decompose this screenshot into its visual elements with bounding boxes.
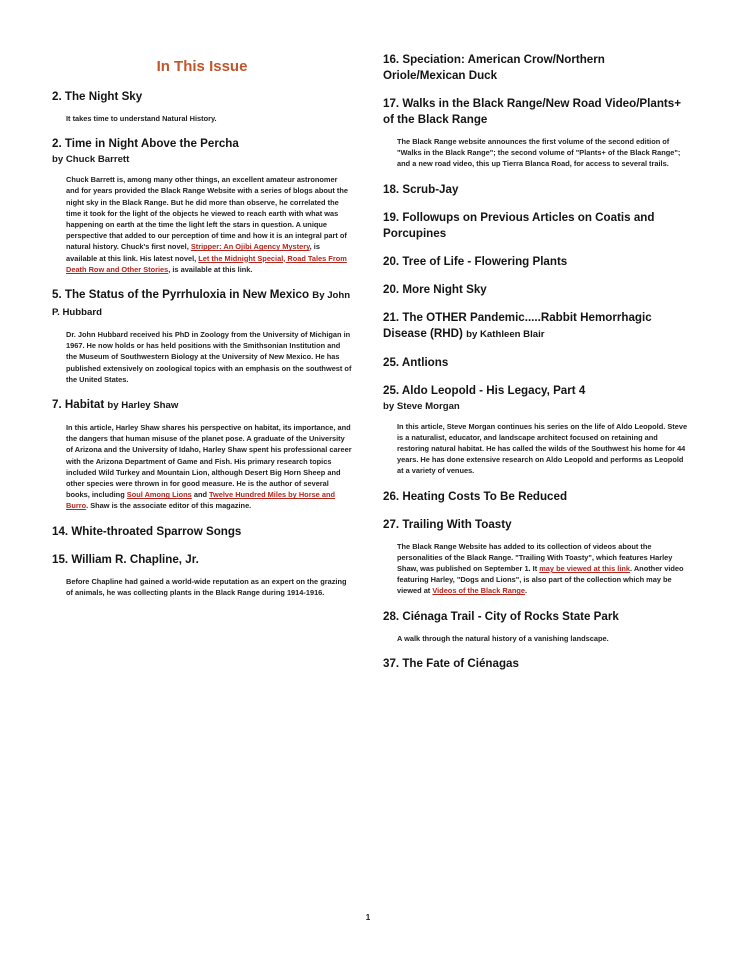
entry-title[interactable]	[383, 310, 689, 343]
entry-description	[397, 421, 689, 477]
toc-entry	[383, 254, 689, 270]
description-text: A walk through the natural history of a vanishing landscape.	[397, 633, 609, 643]
entry-title-text[interactable]: 17. Walks in the Black Range/New Road Video/Plants+ of the Black Range	[383, 97, 681, 126]
entry-title-text[interactable]: 7. Habitat	[52, 398, 105, 412]
entry-byline: by Steve Morgan	[383, 400, 460, 412]
entry-title-text[interactable]: 28. Ciénaga Trail - City of Rocks State Park	[383, 609, 619, 623]
article-link[interactable]: Twelve Hundred Miles by Horse and Burro	[66, 490, 335, 511]
entry-title[interactable]	[383, 355, 689, 371]
entry-title[interactable]	[383, 609, 689, 625]
description-text: .	[525, 586, 528, 596]
entry-title[interactable]	[383, 96, 689, 128]
entry-description	[397, 541, 689, 597]
entry-description	[66, 422, 352, 512]
entry-title-text[interactable]: 15. William R. Chapline, Jr.	[52, 552, 199, 566]
entry-title-text[interactable]: 2. Time in Night Above the Percha	[52, 137, 239, 151]
toc-entry	[383, 489, 689, 505]
entry-title[interactable]	[383, 489, 689, 505]
entry-title[interactable]	[52, 287, 352, 321]
masthead-title: In This Issue	[156, 58, 248, 75]
article-link[interactable]: Soul Among Lions	[126, 490, 192, 500]
entry-title-text[interactable]: 27. Trailing With Toasty	[383, 517, 512, 531]
entry-title-text[interactable]: 19. Followups on Previous Articles on Coatis and Porcupines	[383, 210, 655, 240]
entry-title-text[interactable]: 25. Antlions	[383, 355, 449, 369]
entry-title[interactable]	[52, 552, 352, 568]
entry-title-text[interactable]: 20. More Night Sky	[383, 282, 487, 296]
entry-description	[397, 633, 689, 644]
toc-entry	[52, 136, 352, 275]
toc-entry	[52, 89, 352, 124]
toc-entry	[383, 282, 689, 298]
description-text: Chuck Barrett is, among many other things, an excellent amateur astronomer and for years provided the Black Range Website with a series of blogs about the night sky in the Black Range. But he did more than observe, he correlated the time it took for the light of the objects he viewed to reach earth with what was happening on earth at the time the light left the stars in question. A unique perspective that added to our perception of time and how it is an integral part of natural history. Chuck's first novel,	[66, 175, 349, 252]
description-text: , is available at this link.	[168, 264, 253, 274]
toc-entry	[52, 552, 352, 598]
entry-title[interactable]	[383, 517, 689, 533]
entry-title-text[interactable]: 16. Speciation: American Crow/Northern Oriole/Mexican Duck	[383, 53, 605, 82]
entry-byline: by Chuck Barrett	[52, 154, 130, 166]
entry-title-text[interactable]: 25. Aldo Leopold - His Legacy, Part 4	[383, 383, 586, 397]
right-column	[383, 52, 689, 684]
entry-byline: By John P. Hubbard	[52, 290, 351, 319]
description-text: . Another video featuring Harley, "Dogs and Lions", is also part of the collection which may be viewed at	[397, 564, 684, 596]
entry-title-text[interactable]: 20. Tree of Life - Flowering Plants	[383, 254, 568, 268]
toc-entry	[383, 609, 689, 644]
toc-entry	[52, 524, 352, 540]
description-text: and	[191, 490, 210, 500]
left-entries	[52, 89, 352, 598]
entry-title[interactable]	[52, 89, 352, 105]
description-text: In this article, Harley Shaw shares his perspective on habitat, its importance, and the dangers that human misuse of the planet pose. A graduate of the University of Arizona and the University of Idaho, Harley Shaw spent his professional career with the Arizona Department of Game and Fish. His primary research topics included Wild Turkey and Mountain Lion, although Desert Big Horn Sheep and other species were thrown in for good measure. He is the author of several books, including	[66, 423, 352, 500]
description-text: Before Chapline had gained a world-wide reputation as an expert on the grazing of animals, he was collecting plants in the Black Range during 1914-1916.	[66, 576, 347, 597]
article-link[interactable]: Videos of the Black Range	[432, 586, 526, 596]
entry-title-text[interactable]: 21. The OTHER Pandemic.....Rabbit Hemorrhagic Disease (RHD)	[383, 310, 652, 340]
toc-entry	[383, 210, 689, 242]
toc-entry	[52, 397, 352, 512]
description-text: . Shaw is the associate editor of this magazine.	[86, 501, 252, 511]
entry-title-text[interactable]: 14. White-throated Sparrow Songs	[52, 524, 242, 538]
toc-entry	[383, 310, 689, 343]
toc-entry	[383, 96, 689, 170]
toc-entry	[383, 517, 689, 597]
entry-title-text[interactable]: 37. The Fate of Ciénagas	[383, 656, 519, 670]
entry-description	[66, 576, 352, 598]
article-link[interactable]: Let the Midnight Special, Road Tales From Death Row and Other Stories	[66, 253, 347, 274]
entry-title-text[interactable]: 2. The Night Sky	[52, 90, 143, 103]
article-link[interactable]: may be viewed at this link	[539, 564, 631, 574]
entry-title[interactable]	[52, 524, 352, 540]
description-text: , is available at this link. His latest novel,	[66, 242, 320, 263]
entry-title[interactable]	[383, 52, 689, 84]
entry-byline: by Kathleen Blair	[466, 328, 545, 340]
toc-entry	[52, 287, 352, 385]
entry-title[interactable]	[52, 136, 352, 152]
toc-entry	[383, 355, 689, 371]
entry-title-text[interactable]: 5. The Status of the Pyrrhuloxia in New Mexico	[52, 288, 310, 302]
entry-title[interactable]	[383, 383, 689, 399]
toc-entry	[383, 383, 689, 477]
entry-title[interactable]	[383, 656, 689, 672]
toc-entry	[383, 656, 689, 672]
entry-title[interactable]	[383, 182, 689, 198]
entry-title[interactable]	[383, 210, 689, 242]
description-text: It takes time to understand Natural History.	[66, 114, 217, 123]
entry-description	[66, 113, 352, 124]
description-text: The Black Range website announces the first volume of the second edition of "Walks in the Black Range"; the second volume of "Plants+ of the Black Range"; and a new road video, this up Tierra Blanca Road, for access to several trails.	[397, 137, 681, 169]
description-text: In this article, Steve Morgan continues his series on the life of Aldo Leopold. Steve is a naturalist, educator, and landscape architect focused on retaining and restoring natural habitat. He has called the wilds of the Southwest his home for 44 years. He has done extensive research on Aldo Leopold and performs as Leopold at a variety of venues.	[397, 421, 688, 476]
description-text: Dr. John Hubbard received his PhD in Zoology from the University of Michigan in 1967. He now holds or has held positions with the Smithsonian Institution and the Museum of Southwestern Biology at the University of New Mexico. He has published extensively on zoological topics with an emphasis on the southwest of the United States.	[66, 330, 352, 384]
description-text: The Black Range Website has added to its collection of videos about the personalities of the Black Range. "Trailing With Toasty", which features Harley Shaw, was published on September 1. It	[397, 541, 673, 574]
toc-entry	[383, 52, 689, 84]
entry-title[interactable]	[383, 282, 689, 298]
entry-title[interactable]	[383, 254, 689, 270]
entry-description	[66, 329, 352, 385]
article-link[interactable]: Stripper: An Ojibi Agency Mystery	[190, 242, 310, 252]
right-entries	[383, 52, 689, 672]
entry-title-text[interactable]: 18. Scrub-Jay	[383, 182, 459, 196]
toc-entry	[383, 182, 689, 198]
page-number: 1	[365, 913, 371, 922]
entry-byline: by Harley Shaw	[107, 400, 179, 412]
left-column	[52, 52, 352, 610]
entry-description	[397, 136, 689, 170]
entry-title[interactable]	[52, 397, 352, 414]
entry-description	[66, 174, 352, 275]
entry-title-text[interactable]: 26. Heating Costs To Be Reduced	[383, 489, 568, 503]
